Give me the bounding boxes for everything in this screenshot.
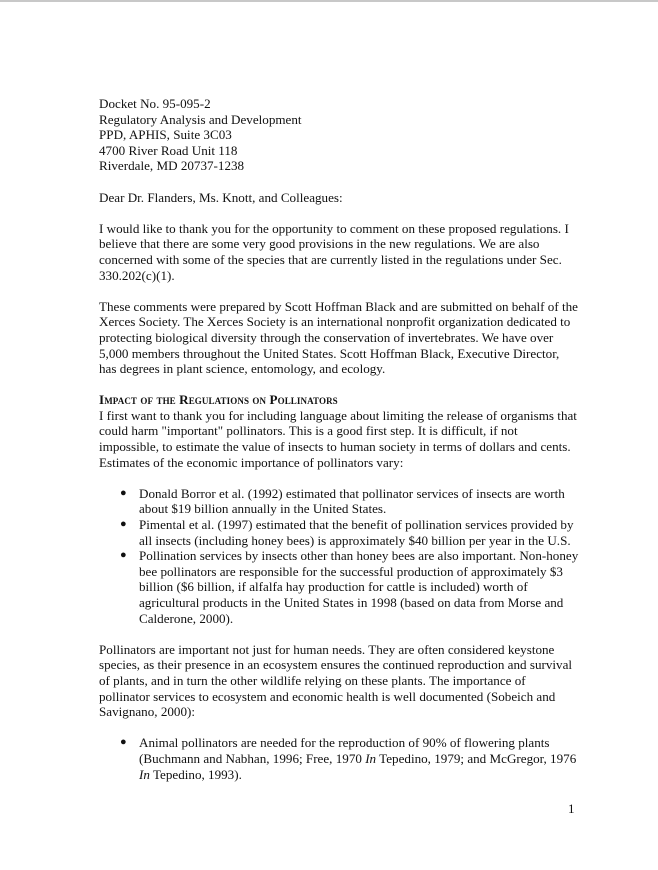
spacer (99, 205, 579, 221)
recipient-address (99, 96, 579, 174)
address-line-suite: PPD, APHIS, Suite 3C03 (99, 127, 232, 143)
spacer (99, 626, 579, 642)
ecosystem-facts-list (99, 735, 579, 782)
spacer (99, 283, 579, 299)
italic-text: In (139, 766, 150, 782)
economic-estimates-list (99, 486, 579, 626)
bullet-icon: ● (120, 486, 127, 499)
page-top-border (0, 0, 658, 2)
list-item (120, 517, 579, 548)
list-item (120, 548, 579, 626)
list-item-text: Donald Borror et al. (1992) estimated that pollinator services of insects are worth about $19 billion annually in the United States. (139, 485, 565, 517)
address-line-department: Regulatory Analysis and Development (99, 111, 302, 127)
list-item (120, 735, 579, 782)
text-segment: Tepedino, 1979; and McGregor, 1976 (376, 750, 577, 766)
section-heading: Impact of the Regulations on Pollinators (99, 392, 338, 408)
bullet-icon: ● (120, 736, 127, 749)
list-item (120, 485, 579, 517)
text-segment: Tepedino, 1993). (149, 766, 242, 782)
spacer (99, 377, 579, 393)
text-segment: Animal pollinators are needed for the reproduction of 90% of flowering plants (Buchmann and Nabhan, 1996; Free, 1970 (139, 735, 550, 766)
list-item-text: Pollination services by insects other than honey bees are also important. Non-honey bee pollinators are responsible for the successful production of approximately $3 billion ($6 billion, if alfalfa hay production for cattle is included) worth of agricultural products in the United States in 1998 (based on data from Morse and Calderone, 2000). (139, 548, 579, 626)
document-page (99, 96, 579, 782)
address-line-city: Riverdale, MD 20737-1238 (99, 158, 245, 174)
address-line-street: 4700 River Road Unit 118 (99, 142, 238, 158)
spacer (99, 174, 579, 190)
section-intro-paragraph: I first want to thank you for including language about limiting the release of organisms that could harm "important" pollinators. This is a good first step. It is difficult, if not impossible, to estimate the value of insects to human society in terms of dollars and cents. Estimates of the economic importance of pollinators vary: (99, 407, 577, 470)
address-line-docket: Docket No. 95-095-2 (99, 96, 211, 111)
spacer (99, 720, 579, 736)
list-item-text (139, 735, 576, 781)
spacer (99, 470, 579, 486)
salutation: Dear Dr. Flanders, Ms. Knott, and Colleagues: (99, 189, 343, 205)
italic-text: In (365, 750, 377, 766)
list-item-text: Pimental et al. (1997) estimated that the benefit of pollination services provided by all insects (including honey bees) is approximately $40 billion per year in the U.S. (139, 517, 574, 548)
bullet-icon: ● (120, 549, 127, 562)
page-number: 1 (568, 801, 575, 816)
keystone-paragraph: Pollinators are important not just for human needs. They are often considered keystone species, as their presence in an ecosystem ensures the continued reproduction and survival of plants, and in turn the other wildlife relying on these plants. The importance of pollinator services to ecosystem and economic health is well documented (Sobeich and Savignano, 2000): (99, 641, 573, 720)
bullet-icon: ● (120, 518, 127, 531)
about-paragraph: These comments were prepared by Scott Hoffman Black and are submitted on behalf of the Xerces Society. The Xerces Society is an international nonprofit organization dedicated to protecting biological diversity through the conservation of invertebrates. We have over 5,000 members throughout the United States. Scott Hoffman Black, Executive Director, has degrees in plant science, entomology, and ecology. (99, 298, 578, 377)
intro-paragraph: I would like to thank you for the opportunity to comment on these proposed regulations. I believe that there are some very good provisions in the new regulations. We are also concerned with some of the species that are currently listed in the regulations under Sec. 330.202(c)(1). (99, 220, 569, 283)
